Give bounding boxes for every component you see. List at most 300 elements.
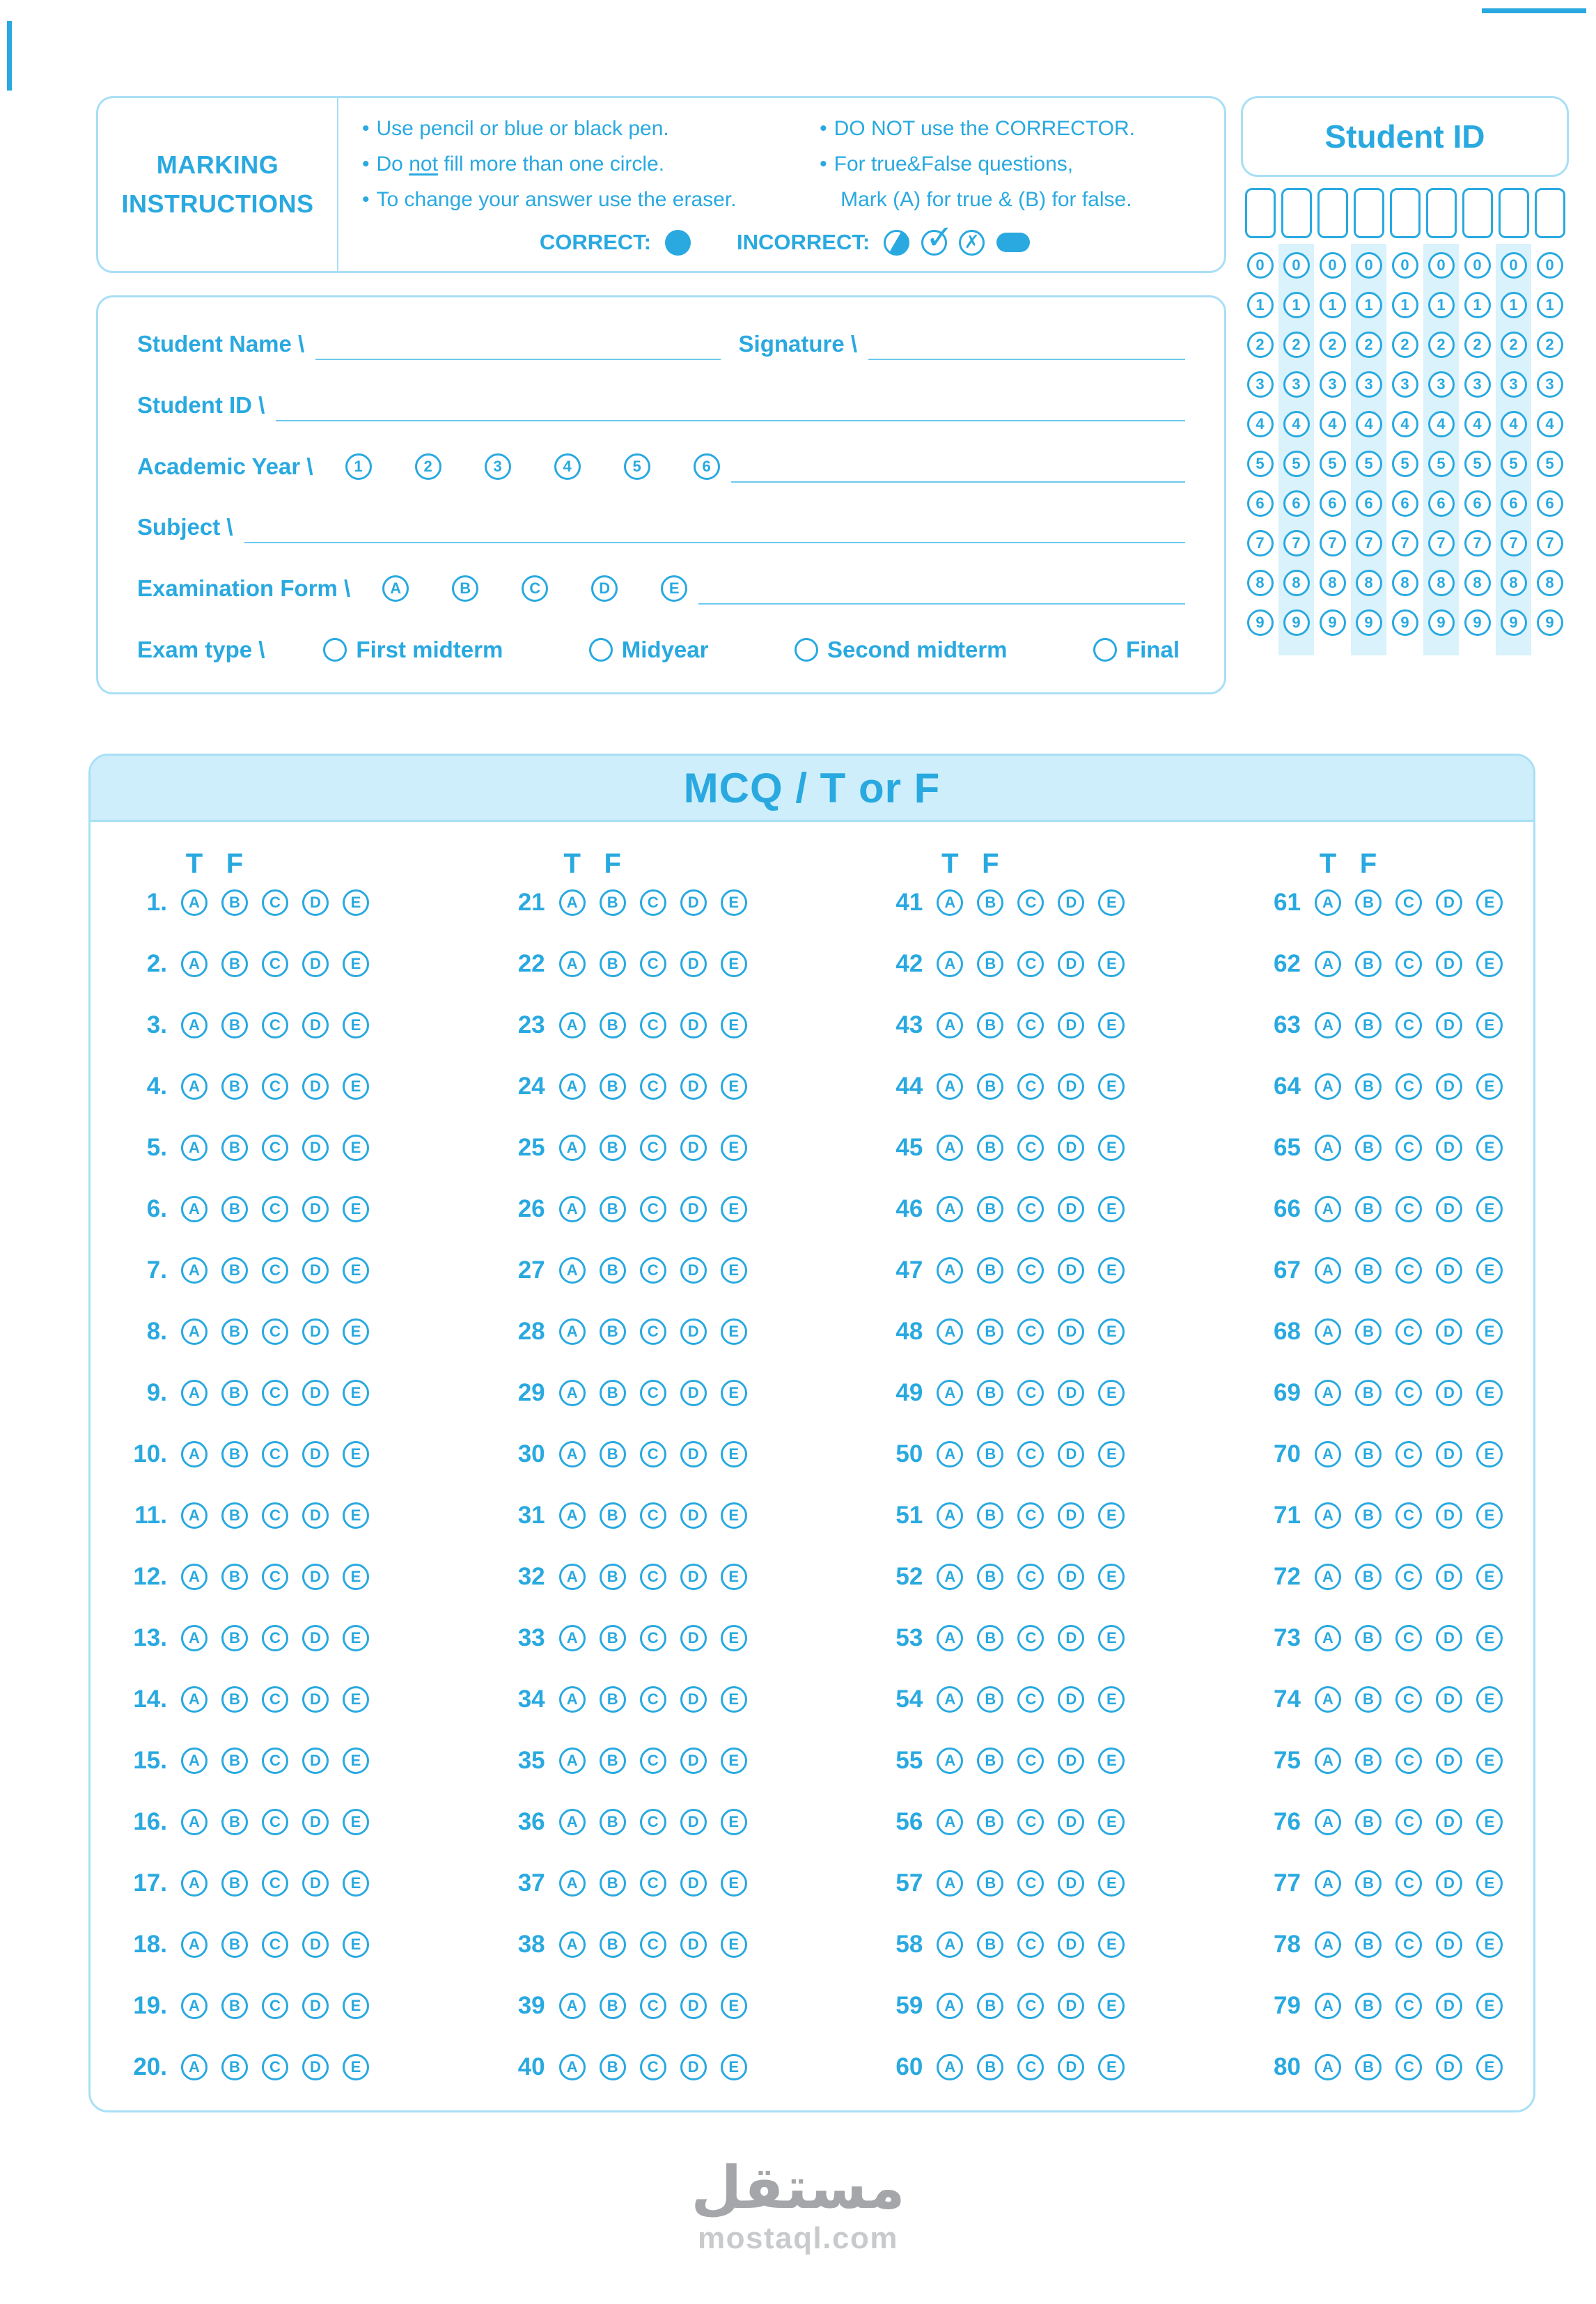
q15-answer-bubble-A[interactable]: A: [181, 1748, 208, 1774]
q50-answer-bubble-A[interactable]: A: [937, 1441, 963, 1468]
q9-answer-bubble-E[interactable]: E: [343, 1380, 369, 1406]
sid-col9-digit-bubble-5[interactable]: 5: [1537, 451, 1563, 477]
q12-answer-bubble-C[interactable]: C: [262, 1564, 288, 1590]
q55-answer-bubble-A[interactable]: A: [937, 1748, 963, 1774]
q33-answer-bubble-E[interactable]: E: [721, 1625, 747, 1651]
exam-type-option[interactable]: [323, 637, 503, 663]
sid-col8-digit-bubble-3[interactable]: 3: [1501, 371, 1527, 398]
q47-answer-bubble-D[interactable]: D: [1058, 1257, 1084, 1284]
academic-year-bubble-6[interactable]: 6: [694, 453, 720, 480]
sid-col7-digit-bubble-9[interactable]: 9: [1464, 609, 1491, 636]
q5-answer-bubble-E[interactable]: E: [343, 1135, 369, 1161]
sid-col1-digit-bubble-5[interactable]: 5: [1247, 451, 1274, 477]
q67-answer-bubble-D[interactable]: D: [1436, 1257, 1462, 1284]
q2-answer-bubble-A[interactable]: A: [181, 951, 208, 977]
q29-answer-bubble-C[interactable]: C: [640, 1380, 666, 1406]
q56-answer-bubble-C[interactable]: C: [1017, 1809, 1044, 1835]
q67-answer-bubble-E[interactable]: E: [1476, 1257, 1503, 1284]
q34-answer-bubble-A[interactable]: A: [559, 1686, 586, 1713]
q58-answer-bubble-D[interactable]: D: [1058, 1931, 1084, 1958]
q14-answer-bubble-D[interactable]: D: [302, 1686, 329, 1713]
q31-answer-bubble-C[interactable]: C: [640, 1502, 666, 1529]
q46-answer-bubble-B[interactable]: B: [977, 1196, 1003, 1222]
q52-answer-bubble-B[interactable]: B: [977, 1564, 1003, 1590]
exam-type-radio[interactable]: [795, 638, 818, 662]
examination-form-bubble-D[interactable]: D: [591, 575, 618, 602]
q76-answer-bubble-D[interactable]: D: [1436, 1809, 1462, 1835]
q59-answer-bubble-D[interactable]: D: [1058, 1993, 1084, 2019]
q7-answer-bubble-B[interactable]: B: [221, 1257, 248, 1284]
sid-col1-digit-bubble-2[interactable]: 2: [1247, 332, 1274, 358]
q18-answer-bubble-D[interactable]: D: [302, 1931, 329, 1958]
q55-answer-bubble-D[interactable]: D: [1058, 1748, 1084, 1774]
sid-col7-digit-bubble-5[interactable]: 5: [1464, 451, 1491, 477]
sid-col2-digit-bubble-6[interactable]: 6: [1283, 490, 1310, 517]
q77-answer-bubble-D[interactable]: D: [1436, 1870, 1462, 1897]
q26-answer-bubble-E[interactable]: E: [721, 1196, 747, 1222]
academic-year-bubble-1[interactable]: 1: [345, 453, 372, 480]
q59-answer-bubble-B[interactable]: B: [977, 1993, 1003, 2019]
sid-col2-digit-bubble-0[interactable]: 0: [1283, 252, 1310, 279]
q76-answer-bubble-E[interactable]: E: [1476, 1809, 1503, 1835]
sid-col8-digit-bubble-8[interactable]: 8: [1501, 570, 1527, 596]
q75-answer-bubble-B[interactable]: B: [1355, 1748, 1382, 1774]
q7-answer-bubble-C[interactable]: C: [262, 1257, 288, 1284]
q38-answer-bubble-B[interactable]: B: [600, 1931, 626, 1958]
q15-answer-bubble-E[interactable]: E: [343, 1748, 369, 1774]
q32-answer-bubble-A[interactable]: A: [559, 1564, 586, 1590]
q65-answer-bubble-B[interactable]: B: [1355, 1135, 1382, 1161]
q73-answer-bubble-E[interactable]: E: [1476, 1625, 1503, 1651]
q5-answer-bubble-D[interactable]: D: [302, 1135, 329, 1161]
sid-col7-digit-bubble-1[interactable]: 1: [1464, 292, 1491, 318]
q69-answer-bubble-A[interactable]: A: [1315, 1380, 1341, 1406]
q29-answer-bubble-B[interactable]: B: [600, 1380, 626, 1406]
q34-answer-bubble-B[interactable]: B: [600, 1686, 626, 1713]
q12-answer-bubble-D[interactable]: D: [302, 1564, 329, 1590]
sid-col8-digit-bubble-1[interactable]: 1: [1501, 292, 1527, 318]
q63-answer-bubble-D[interactable]: D: [1436, 1012, 1462, 1038]
sid-col4-digit-bubble-8[interactable]: 8: [1356, 570, 1382, 596]
sid-col3-digit-bubble-9[interactable]: 9: [1320, 609, 1346, 636]
q80-answer-bubble-A[interactable]: A: [1315, 2054, 1341, 2080]
q19-answer-bubble-B[interactable]: B: [221, 1993, 248, 2019]
q38-answer-bubble-D[interactable]: D: [680, 1931, 707, 1958]
q72-answer-bubble-D[interactable]: D: [1436, 1564, 1462, 1590]
q31-answer-bubble-D[interactable]: D: [680, 1502, 707, 1529]
q7-answer-bubble-D[interactable]: D: [302, 1257, 329, 1284]
sid-col1-digit-bubble-1[interactable]: 1: [1247, 292, 1274, 318]
q41-answer-bubble-A[interactable]: A: [937, 889, 963, 916]
q37-answer-bubble-E[interactable]: E: [721, 1870, 747, 1897]
q43-answer-bubble-D[interactable]: D: [1058, 1012, 1084, 1038]
q42-answer-bubble-C[interactable]: C: [1017, 951, 1044, 977]
q14-answer-bubble-B[interactable]: B: [221, 1686, 248, 1713]
q41-answer-bubble-D[interactable]: D: [1058, 889, 1084, 916]
q21-answer-bubble-D[interactable]: D: [680, 889, 707, 916]
sid-digit-box-8[interactable]: [1499, 188, 1529, 238]
sid-col7-digit-bubble-6[interactable]: 6: [1464, 490, 1491, 517]
q54-answer-bubble-B[interactable]: B: [977, 1686, 1003, 1713]
q68-answer-bubble-B[interactable]: B: [1355, 1318, 1382, 1345]
q27-answer-bubble-A[interactable]: A: [559, 1257, 586, 1284]
sid-col3-digit-bubble-1[interactable]: 1: [1320, 292, 1346, 318]
q62-answer-bubble-D[interactable]: D: [1436, 951, 1462, 977]
sid-col7-digit-bubble-2[interactable]: 2: [1464, 332, 1491, 358]
q65-answer-bubble-C[interactable]: C: [1395, 1135, 1422, 1161]
q72-answer-bubble-E[interactable]: E: [1476, 1564, 1503, 1590]
q70-answer-bubble-D[interactable]: D: [1436, 1441, 1462, 1468]
q23-answer-bubble-E[interactable]: E: [721, 1012, 747, 1038]
q66-answer-bubble-C[interactable]: C: [1395, 1196, 1422, 1222]
sid-digit-box-5[interactable]: [1390, 188, 1421, 238]
q22-answer-bubble-C[interactable]: C: [640, 951, 666, 977]
q7-answer-bubble-A[interactable]: A: [181, 1257, 208, 1284]
q13-answer-bubble-D[interactable]: D: [302, 1625, 329, 1651]
q21-answer-bubble-E[interactable]: E: [721, 889, 747, 916]
academic-year-field[interactable]: [731, 481, 1185, 483]
academic-year-bubble-3[interactable]: 3: [485, 453, 511, 480]
q54-answer-bubble-D[interactable]: D: [1058, 1686, 1084, 1713]
q26-answer-bubble-B[interactable]: B: [600, 1196, 626, 1222]
q52-answer-bubble-C[interactable]: C: [1017, 1564, 1044, 1590]
q8-answer-bubble-C[interactable]: C: [262, 1318, 288, 1345]
q78-answer-bubble-A[interactable]: A: [1315, 1931, 1341, 1958]
q40-answer-bubble-C[interactable]: C: [640, 2054, 666, 2080]
sid-col5-digit-bubble-2[interactable]: 2: [1392, 332, 1418, 358]
sid-col8-digit-bubble-2[interactable]: 2: [1501, 332, 1527, 358]
q60-answer-bubble-B[interactable]: B: [977, 2054, 1003, 2080]
q40-answer-bubble-B[interactable]: B: [600, 2054, 626, 2080]
q8-answer-bubble-E[interactable]: E: [343, 1318, 369, 1345]
q79-answer-bubble-C[interactable]: C: [1395, 1993, 1422, 2019]
q29-answer-bubble-E[interactable]: E: [721, 1380, 747, 1406]
q9-answer-bubble-B[interactable]: B: [221, 1380, 248, 1406]
q6-answer-bubble-A[interactable]: A: [181, 1196, 208, 1222]
sid-col8-digit-bubble-5[interactable]: 5: [1501, 451, 1527, 477]
q63-answer-bubble-A[interactable]: A: [1315, 1012, 1341, 1038]
q21-answer-bubble-B[interactable]: B: [600, 889, 626, 916]
q31-answer-bubble-E[interactable]: E: [721, 1502, 747, 1529]
q49-answer-bubble-D[interactable]: D: [1058, 1380, 1084, 1406]
sid-col4-digit-bubble-4[interactable]: 4: [1356, 411, 1382, 437]
q38-answer-bubble-E[interactable]: E: [721, 1931, 747, 1958]
q26-answer-bubble-A[interactable]: A: [559, 1196, 586, 1222]
q31-answer-bubble-A[interactable]: A: [559, 1502, 586, 1529]
examination-form-bubble-B[interactable]: B: [452, 575, 478, 602]
q3-answer-bubble-E[interactable]: E: [343, 1012, 369, 1038]
q40-answer-bubble-E[interactable]: E: [721, 2054, 747, 2080]
q73-answer-bubble-D[interactable]: D: [1436, 1625, 1462, 1651]
q71-answer-bubble-D[interactable]: D: [1436, 1502, 1462, 1529]
q57-answer-bubble-C[interactable]: C: [1017, 1870, 1044, 1897]
q49-answer-bubble-E[interactable]: E: [1098, 1380, 1125, 1406]
sid-col6-digit-bubble-1[interactable]: 1: [1428, 292, 1455, 318]
q43-answer-bubble-E[interactable]: E: [1098, 1012, 1125, 1038]
q8-answer-bubble-A[interactable]: A: [181, 1318, 208, 1345]
q53-answer-bubble-E[interactable]: E: [1098, 1625, 1125, 1651]
q11-answer-bubble-B[interactable]: B: [221, 1502, 248, 1529]
q64-answer-bubble-E[interactable]: E: [1476, 1073, 1503, 1100]
q58-answer-bubble-A[interactable]: A: [937, 1931, 963, 1958]
q71-answer-bubble-B[interactable]: B: [1355, 1502, 1382, 1529]
q17-answer-bubble-B[interactable]: B: [221, 1870, 248, 1897]
q69-answer-bubble-D[interactable]: D: [1436, 1380, 1462, 1406]
q3-answer-bubble-A[interactable]: A: [181, 1012, 208, 1038]
q11-answer-bubble-A[interactable]: A: [181, 1502, 208, 1529]
q5-answer-bubble-B[interactable]: B: [221, 1135, 248, 1161]
q24-answer-bubble-A[interactable]: A: [559, 1073, 586, 1100]
q54-answer-bubble-C[interactable]: C: [1017, 1686, 1044, 1713]
q67-answer-bubble-B[interactable]: B: [1355, 1257, 1382, 1284]
q1-answer-bubble-B[interactable]: B: [221, 889, 248, 916]
q22-answer-bubble-D[interactable]: D: [680, 951, 707, 977]
q16-answer-bubble-D[interactable]: D: [302, 1809, 329, 1835]
sid-col9-digit-bubble-7[interactable]: 7: [1537, 530, 1563, 556]
q38-answer-bubble-A[interactable]: A: [559, 1931, 586, 1958]
sid-col4-digit-bubble-2[interactable]: 2: [1356, 332, 1382, 358]
sid-col9-digit-bubble-1[interactable]: 1: [1537, 292, 1563, 318]
q6-answer-bubble-D[interactable]: D: [302, 1196, 329, 1222]
q2-answer-bubble-D[interactable]: D: [302, 951, 329, 977]
sid-col2-digit-bubble-9[interactable]: 9: [1283, 609, 1310, 636]
q50-answer-bubble-C[interactable]: C: [1017, 1441, 1044, 1468]
q41-answer-bubble-B[interactable]: B: [977, 889, 1003, 916]
q77-answer-bubble-A[interactable]: A: [1315, 1870, 1341, 1897]
q48-answer-bubble-D[interactable]: D: [1058, 1318, 1084, 1345]
q74-answer-bubble-E[interactable]: E: [1476, 1686, 1503, 1713]
q77-answer-bubble-E[interactable]: E: [1476, 1870, 1503, 1897]
q30-answer-bubble-D[interactable]: D: [680, 1441, 707, 1468]
q22-answer-bubble-E[interactable]: E: [721, 951, 747, 977]
q20-answer-bubble-E[interactable]: E: [343, 2054, 369, 2080]
q44-answer-bubble-D[interactable]: D: [1058, 1073, 1084, 1100]
sid-col7-digit-bubble-3[interactable]: 3: [1464, 371, 1491, 398]
q58-answer-bubble-B[interactable]: B: [977, 1931, 1003, 1958]
q42-answer-bubble-B[interactable]: B: [977, 951, 1003, 977]
q57-answer-bubble-D[interactable]: D: [1058, 1870, 1084, 1897]
q58-answer-bubble-C[interactable]: C: [1017, 1931, 1044, 1958]
q18-answer-bubble-B[interactable]: B: [221, 1931, 248, 1958]
q66-answer-bubble-D[interactable]: D: [1436, 1196, 1462, 1222]
sid-col9-digit-bubble-2[interactable]: 2: [1537, 332, 1563, 358]
sid-digit-box-7[interactable]: [1462, 188, 1493, 238]
q43-answer-bubble-C[interactable]: C: [1017, 1012, 1044, 1038]
sid-digit-box-2[interactable]: [1281, 188, 1312, 238]
sid-col5-digit-bubble-9[interactable]: 9: [1392, 609, 1418, 636]
q78-answer-bubble-D[interactable]: D: [1436, 1931, 1462, 1958]
q68-answer-bubble-D[interactable]: D: [1436, 1318, 1462, 1345]
q63-answer-bubble-C[interactable]: C: [1395, 1012, 1422, 1038]
q1-answer-bubble-A[interactable]: A: [181, 889, 208, 916]
q46-answer-bubble-D[interactable]: D: [1058, 1196, 1084, 1222]
sid-col7-digit-bubble-8[interactable]: 8: [1464, 570, 1491, 596]
q25-answer-bubble-E[interactable]: E: [721, 1135, 747, 1161]
q66-answer-bubble-A[interactable]: A: [1315, 1196, 1341, 1222]
q79-answer-bubble-E[interactable]: E: [1476, 1993, 1503, 2019]
q17-answer-bubble-C[interactable]: C: [262, 1870, 288, 1897]
q24-answer-bubble-E[interactable]: E: [721, 1073, 747, 1100]
q22-answer-bubble-A[interactable]: A: [559, 951, 586, 977]
sid-col8-digit-bubble-9[interactable]: 9: [1501, 609, 1527, 636]
q71-answer-bubble-C[interactable]: C: [1395, 1502, 1422, 1529]
sid-digit-box-1[interactable]: [1245, 188, 1276, 238]
q37-answer-bubble-B[interactable]: B: [600, 1870, 626, 1897]
q55-answer-bubble-E[interactable]: E: [1098, 1748, 1125, 1774]
q51-answer-bubble-A[interactable]: A: [937, 1502, 963, 1529]
q68-answer-bubble-C[interactable]: C: [1395, 1318, 1422, 1345]
sid-col3-digit-bubble-5[interactable]: 5: [1320, 451, 1346, 477]
q27-answer-bubble-E[interactable]: E: [721, 1257, 747, 1284]
q8-answer-bubble-D[interactable]: D: [302, 1318, 329, 1345]
sid-col3-digit-bubble-8[interactable]: 8: [1320, 570, 1346, 596]
q10-answer-bubble-C[interactable]: C: [262, 1441, 288, 1468]
q5-answer-bubble-A[interactable]: A: [181, 1135, 208, 1161]
q62-answer-bubble-C[interactable]: C: [1395, 951, 1422, 977]
sid-col2-digit-bubble-5[interactable]: 5: [1283, 451, 1310, 477]
q69-answer-bubble-E[interactable]: E: [1476, 1380, 1503, 1406]
q32-answer-bubble-D[interactable]: D: [680, 1564, 707, 1590]
q24-answer-bubble-B[interactable]: B: [600, 1073, 626, 1100]
sid-col8-digit-bubble-0[interactable]: 0: [1501, 252, 1527, 279]
q51-answer-bubble-C[interactable]: C: [1017, 1502, 1044, 1529]
q69-answer-bubble-B[interactable]: B: [1355, 1380, 1382, 1406]
q1-answer-bubble-D[interactable]: D: [302, 889, 329, 916]
q2-answer-bubble-E[interactable]: E: [343, 951, 369, 977]
examination-form-field[interactable]: [698, 603, 1185, 605]
q44-answer-bubble-E[interactable]: E: [1098, 1073, 1125, 1100]
sid-digit-box-4[interactable]: [1354, 188, 1384, 238]
q43-answer-bubble-A[interactable]: A: [937, 1012, 963, 1038]
q46-answer-bubble-C[interactable]: C: [1017, 1196, 1044, 1222]
q14-answer-bubble-A[interactable]: A: [181, 1686, 208, 1713]
q61-answer-bubble-A[interactable]: A: [1315, 889, 1341, 916]
q42-answer-bubble-E[interactable]: E: [1098, 951, 1125, 977]
q20-answer-bubble-D[interactable]: D: [302, 2054, 329, 2080]
q33-answer-bubble-B[interactable]: B: [600, 1625, 626, 1651]
q47-answer-bubble-B[interactable]: B: [977, 1257, 1003, 1284]
q10-answer-bubble-B[interactable]: B: [221, 1441, 248, 1468]
q48-answer-bubble-C[interactable]: C: [1017, 1318, 1044, 1345]
sid-col4-digit-bubble-5[interactable]: 5: [1356, 451, 1382, 477]
q33-answer-bubble-C[interactable]: C: [640, 1625, 666, 1651]
q3-answer-bubble-C[interactable]: C: [262, 1012, 288, 1038]
q22-answer-bubble-B[interactable]: B: [600, 951, 626, 977]
sid-col2-digit-bubble-3[interactable]: 3: [1283, 371, 1310, 398]
q15-answer-bubble-C[interactable]: C: [262, 1748, 288, 1774]
q76-answer-bubble-A[interactable]: A: [1315, 1809, 1341, 1835]
q73-answer-bubble-A[interactable]: A: [1315, 1625, 1341, 1651]
q48-answer-bubble-B[interactable]: B: [977, 1318, 1003, 1345]
sid-col1-digit-bubble-8[interactable]: 8: [1247, 570, 1274, 596]
q77-answer-bubble-B[interactable]: B: [1355, 1870, 1382, 1897]
q36-answer-bubble-C[interactable]: C: [640, 1809, 666, 1835]
q10-answer-bubble-E[interactable]: E: [343, 1441, 369, 1468]
q4-answer-bubble-E[interactable]: E: [343, 1073, 369, 1100]
q59-answer-bubble-C[interactable]: C: [1017, 1993, 1044, 2019]
q62-answer-bubble-B[interactable]: B: [1355, 951, 1382, 977]
sid-col5-digit-bubble-8[interactable]: 8: [1392, 570, 1418, 596]
q21-answer-bubble-C[interactable]: C: [640, 889, 666, 916]
exam-type-radio[interactable]: [1093, 638, 1117, 662]
q60-answer-bubble-E[interactable]: E: [1098, 2054, 1125, 2080]
q16-answer-bubble-A[interactable]: A: [181, 1809, 208, 1835]
sid-col7-digit-bubble-0[interactable]: 0: [1464, 252, 1491, 279]
sid-col6-digit-bubble-3[interactable]: 3: [1428, 371, 1455, 398]
exam-type-option[interactable]: [795, 637, 1008, 663]
q30-answer-bubble-E[interactable]: E: [721, 1441, 747, 1468]
q49-answer-bubble-C[interactable]: C: [1017, 1380, 1044, 1406]
q20-answer-bubble-B[interactable]: B: [221, 2054, 248, 2080]
q23-answer-bubble-B[interactable]: B: [600, 1012, 626, 1038]
q16-answer-bubble-C[interactable]: C: [262, 1809, 288, 1835]
q67-answer-bubble-C[interactable]: C: [1395, 1257, 1422, 1284]
q49-answer-bubble-A[interactable]: A: [937, 1380, 963, 1406]
q42-answer-bubble-D[interactable]: D: [1058, 951, 1084, 977]
q1-answer-bubble-C[interactable]: C: [262, 889, 288, 916]
q56-answer-bubble-E[interactable]: E: [1098, 1809, 1125, 1835]
q80-answer-bubble-C[interactable]: C: [1395, 2054, 1422, 2080]
q40-answer-bubble-A[interactable]: A: [559, 2054, 586, 2080]
q20-answer-bubble-A[interactable]: A: [181, 2054, 208, 2080]
q26-answer-bubble-C[interactable]: C: [640, 1196, 666, 1222]
q30-answer-bubble-A[interactable]: A: [559, 1441, 586, 1468]
sid-digit-box-6[interactable]: [1426, 188, 1457, 238]
q18-answer-bubble-E[interactable]: E: [343, 1931, 369, 1958]
q39-answer-bubble-D[interactable]: D: [680, 1993, 707, 2019]
q17-answer-bubble-D[interactable]: D: [302, 1870, 329, 1897]
exam-type-radio[interactable]: [589, 638, 613, 662]
sid-col6-digit-bubble-5[interactable]: 5: [1428, 451, 1455, 477]
q64-answer-bubble-C[interactable]: C: [1395, 1073, 1422, 1100]
q61-answer-bubble-D[interactable]: D: [1436, 889, 1462, 916]
q16-answer-bubble-E[interactable]: E: [343, 1809, 369, 1835]
sid-col5-digit-bubble-1[interactable]: 1: [1392, 292, 1418, 318]
q9-answer-bubble-C[interactable]: C: [262, 1380, 288, 1406]
sid-col9-digit-bubble-0[interactable]: 0: [1537, 252, 1563, 279]
q79-answer-bubble-B[interactable]: B: [1355, 1993, 1382, 2019]
sid-col4-digit-bubble-1[interactable]: 1: [1356, 292, 1382, 318]
q39-answer-bubble-C[interactable]: C: [640, 1993, 666, 2019]
examination-form-bubble-E[interactable]: E: [661, 575, 687, 602]
q19-answer-bubble-D[interactable]: D: [302, 1993, 329, 2019]
q60-answer-bubble-A[interactable]: A: [937, 2054, 963, 2080]
q23-answer-bubble-D[interactable]: D: [680, 1012, 707, 1038]
sid-col1-digit-bubble-7[interactable]: 7: [1247, 530, 1274, 556]
q50-answer-bubble-D[interactable]: D: [1058, 1441, 1084, 1468]
q27-answer-bubble-D[interactable]: D: [680, 1257, 707, 1284]
q44-answer-bubble-A[interactable]: A: [937, 1073, 963, 1100]
q2-answer-bubble-C[interactable]: C: [262, 951, 288, 977]
q74-answer-bubble-C[interactable]: C: [1395, 1686, 1422, 1713]
sid-col6-digit-bubble-9[interactable]: 9: [1428, 609, 1455, 636]
sid-col1-digit-bubble-9[interactable]: 9: [1247, 609, 1274, 636]
q12-answer-bubble-B[interactable]: B: [221, 1564, 248, 1590]
sid-digit-box-9[interactable]: [1535, 188, 1565, 238]
sid-col5-digit-bubble-0[interactable]: 0: [1392, 252, 1418, 279]
q51-answer-bubble-E[interactable]: E: [1098, 1502, 1125, 1529]
sid-col5-digit-bubble-6[interactable]: 6: [1392, 490, 1418, 517]
q75-answer-bubble-A[interactable]: A: [1315, 1748, 1341, 1774]
q43-answer-bubble-B[interactable]: B: [977, 1012, 1003, 1038]
sid-col9-digit-bubble-4[interactable]: 4: [1537, 411, 1563, 437]
q37-answer-bubble-D[interactable]: D: [680, 1870, 707, 1897]
q59-answer-bubble-E[interactable]: E: [1098, 1993, 1125, 2019]
q5-answer-bubble-C[interactable]: C: [262, 1135, 288, 1161]
q21-answer-bubble-A[interactable]: A: [559, 889, 586, 916]
q4-answer-bubble-B[interactable]: B: [221, 1073, 248, 1100]
q35-answer-bubble-C[interactable]: C: [640, 1748, 666, 1774]
